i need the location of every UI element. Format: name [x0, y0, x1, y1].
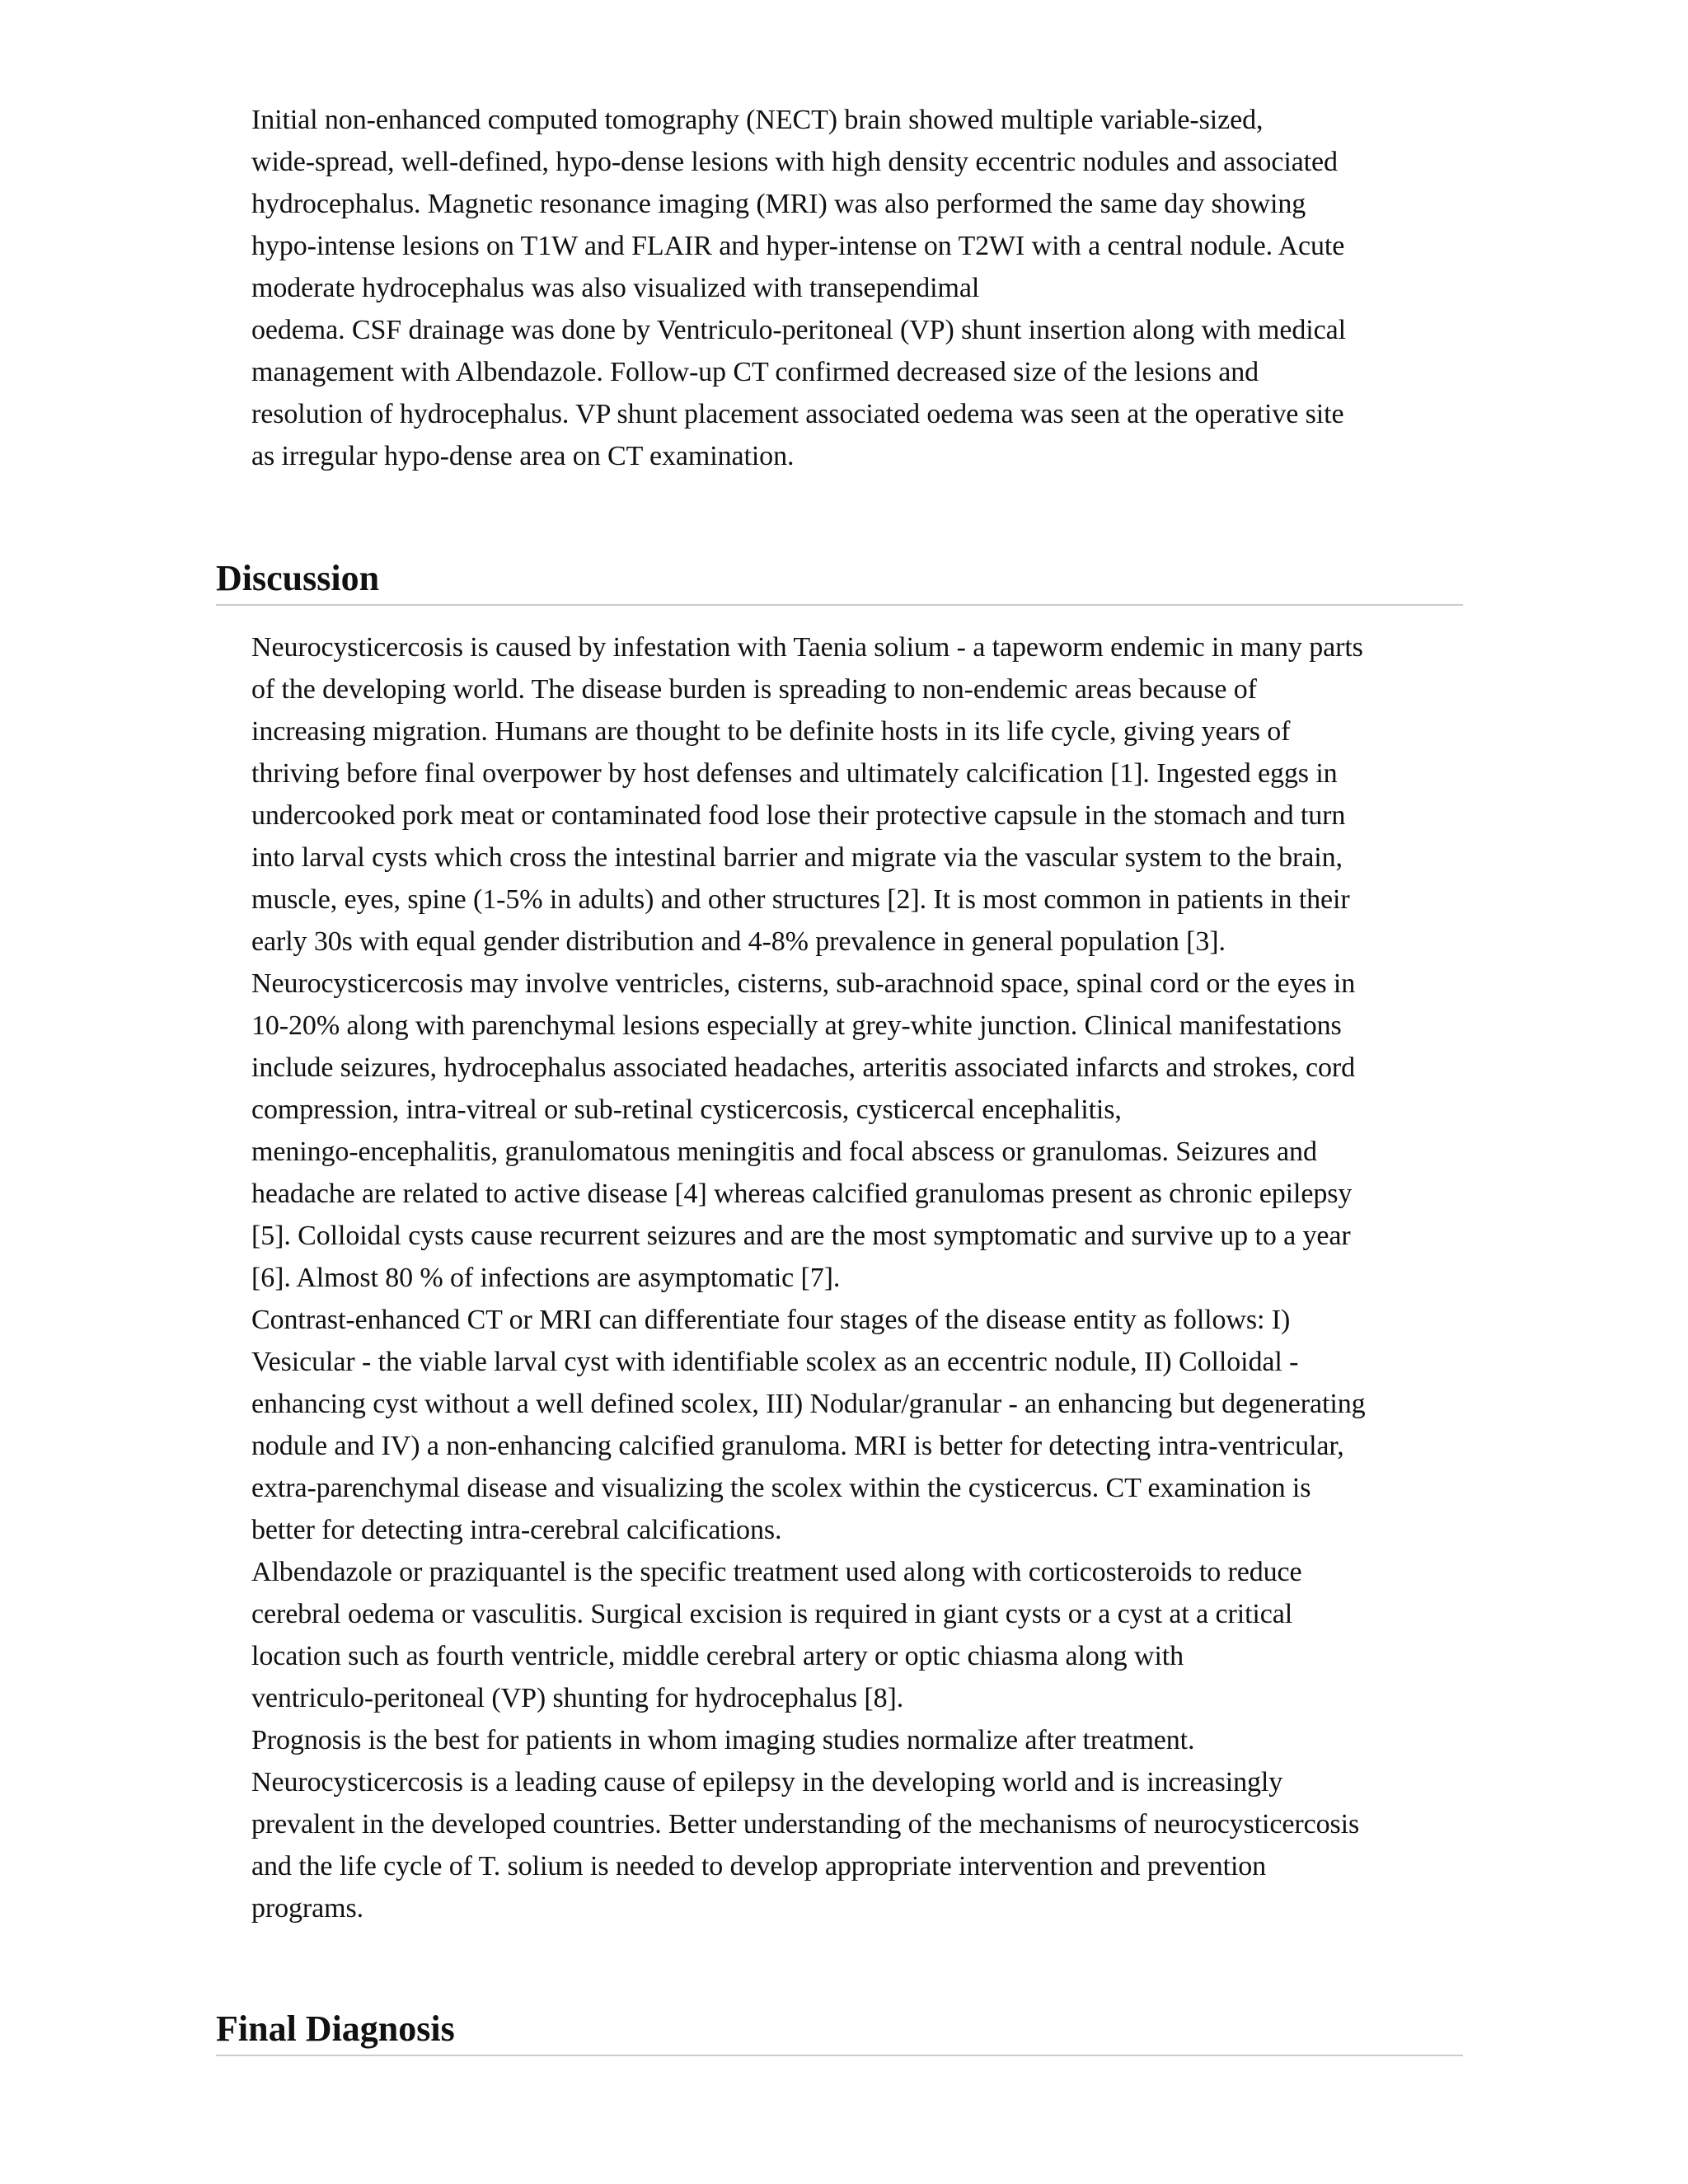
- text-line: prevalent in the developed countries. Better understanding of the mechanisms of neurocysticercosis: [251, 1809, 1360, 1840]
- text-line: increasing migration. Humans are thought to be definite hosts in its life cycle, giving years of: [251, 716, 1291, 747]
- final-diagnosis-heading: Final Diagnosis: [216, 2007, 1463, 2056]
- text-line: wide-spread, well-defined, hypo-dense lesions with high density eccentric nodules and associated: [251, 147, 1338, 177]
- text-line: Contrast-enhanced CT or MRI can differentiate four stages of the disease entity as follows: I): [251, 1305, 1291, 1335]
- text-line: better for detecting intra-cerebral calcifications.: [251, 1515, 782, 1545]
- text-line: undercooked pork meat or contaminated food lose their protective capsule in the stomach and turn: [251, 800, 1346, 831]
- text-line: cerebral oedema or vasculitis. Surgical excision is required in giant cysts or a cyst at a critical: [251, 1599, 1293, 1629]
- text-line: nodule and IV) a non-enhancing calcified granuloma. MRI is better for detecting intra-ventricular,: [251, 1431, 1344, 1461]
- text-line: thriving before final overpower by host defenses and ultimately calcification [1]. Ingested eggs in: [251, 758, 1338, 789]
- text-line: early 30s with equal gender distribution and 4-8% prevalence in general population [3].: [251, 926, 1226, 957]
- text-line: moderate hydrocephalus was also visualized with transependimal: [251, 273, 980, 303]
- text-line: location such as fourth ventricle, middle cerebral artery or optic chiasma along with: [251, 1641, 1184, 1671]
- text-line: oedema. CSF drainage was done by Ventriculo-peritoneal (VP) shunt insertion along with medical: [251, 315, 1346, 345]
- text-line: muscle, eyes, spine (1-5% in adults) and other structures [2]. It is most common in patients in their: [251, 884, 1350, 915]
- discussion-paragraph: [251, 626, 1471, 1929]
- text-line: Neurocysticercosis is caused by infestation with Taenia solium - a tapeworm endemic in many parts: [251, 632, 1363, 663]
- text-line: [6]. Almost 80 % of infections are asymptomatic [7].: [251, 1263, 841, 1293]
- text-line: include seizures, hydrocephalus associated headaches, arteritis associated infarcts and strokes, cord: [251, 1052, 1355, 1083]
- text-line: hypo-intense lesions on T1W and FLAIR and hyper-intense on T2WI with a central nodule. Acute: [251, 231, 1345, 261]
- text-line: extra-parenchymal disease and visualizing the scolex within the cysticercus. CT examination is: [251, 1473, 1311, 1503]
- text-line: headache are related to active disease [4] whereas calcified granulomas present as chronic epilepsy: [251, 1179, 1353, 1209]
- text-line: ventriculo-peritoneal (VP) shunting for hydrocephalus [8].: [251, 1683, 904, 1713]
- text-line: Initial non-enhanced computed tomography (NECT) brain showed multiple variable-sized,: [251, 105, 1264, 135]
- text-line: programs.: [251, 1893, 364, 1924]
- text-line: [5]. Colloidal cysts cause recurrent seizures and are the most symptomatic and survive up to a year: [251, 1221, 1351, 1251]
- text-line: and the life cycle of T. solium is needed to develop appropriate intervention and prevention: [251, 1851, 1267, 1882]
- text-line: Neurocysticercosis may involve ventricles, cisterns, sub-arachnoid space, spinal cord or the eyes in: [251, 968, 1356, 999]
- case-findings-paragraph: [251, 99, 1471, 477]
- text-line: compression, intra-vitreal or sub-retinal cysticercosis, cysticercal encephalitis,: [251, 1094, 1122, 1125]
- text-line: resolution of hydrocephalus. VP shunt placement associated oedema was seen at the operative site: [251, 399, 1344, 429]
- text-line: Albendazole or praziquantel is the specific treatment used along with corticosteroids to reduce: [251, 1557, 1302, 1587]
- text-line: meningo-encephalitis, granulomatous meningitis and focal abscess or granulomas. Seizures and: [251, 1137, 1317, 1167]
- text-line: enhancing cyst without a well defined scolex, III) Nodular/granular - an enhancing but degenerating: [251, 1389, 1366, 1419]
- text-line: Neurocysticercosis is a leading cause of epilepsy in the developing world and is increasingly: [251, 1767, 1283, 1797]
- text-line: hydrocephalus. Magnetic resonance imaging (MRI) was also performed the same day showing: [251, 189, 1306, 219]
- text-line: as irregular hypo-dense area on CT examination.: [251, 441, 795, 471]
- text-line: of the developing world. The disease burden is spreading to non-endemic areas because of: [251, 674, 1257, 705]
- discussion-heading: Discussion: [216, 556, 1463, 606]
- text-line: management with Albendazole. Follow-up CT confirmed decreased size of the lesions and: [251, 357, 1259, 387]
- text-line: Prognosis is the best for patients in whom imaging studies normalize after treatment.: [251, 1725, 1195, 1755]
- text-line: 10-20% along with parenchymal lesions especially at grey-white junction. Clinical manifestations: [251, 1010, 1342, 1041]
- text-line: Vesicular - the viable larval cyst with identifiable scolex as an eccentric nodule, II) Colloidal -: [251, 1347, 1299, 1377]
- text-line: into larval cysts which cross the intestinal barrier and migrate via the vascular system to the brain,: [251, 842, 1343, 873]
